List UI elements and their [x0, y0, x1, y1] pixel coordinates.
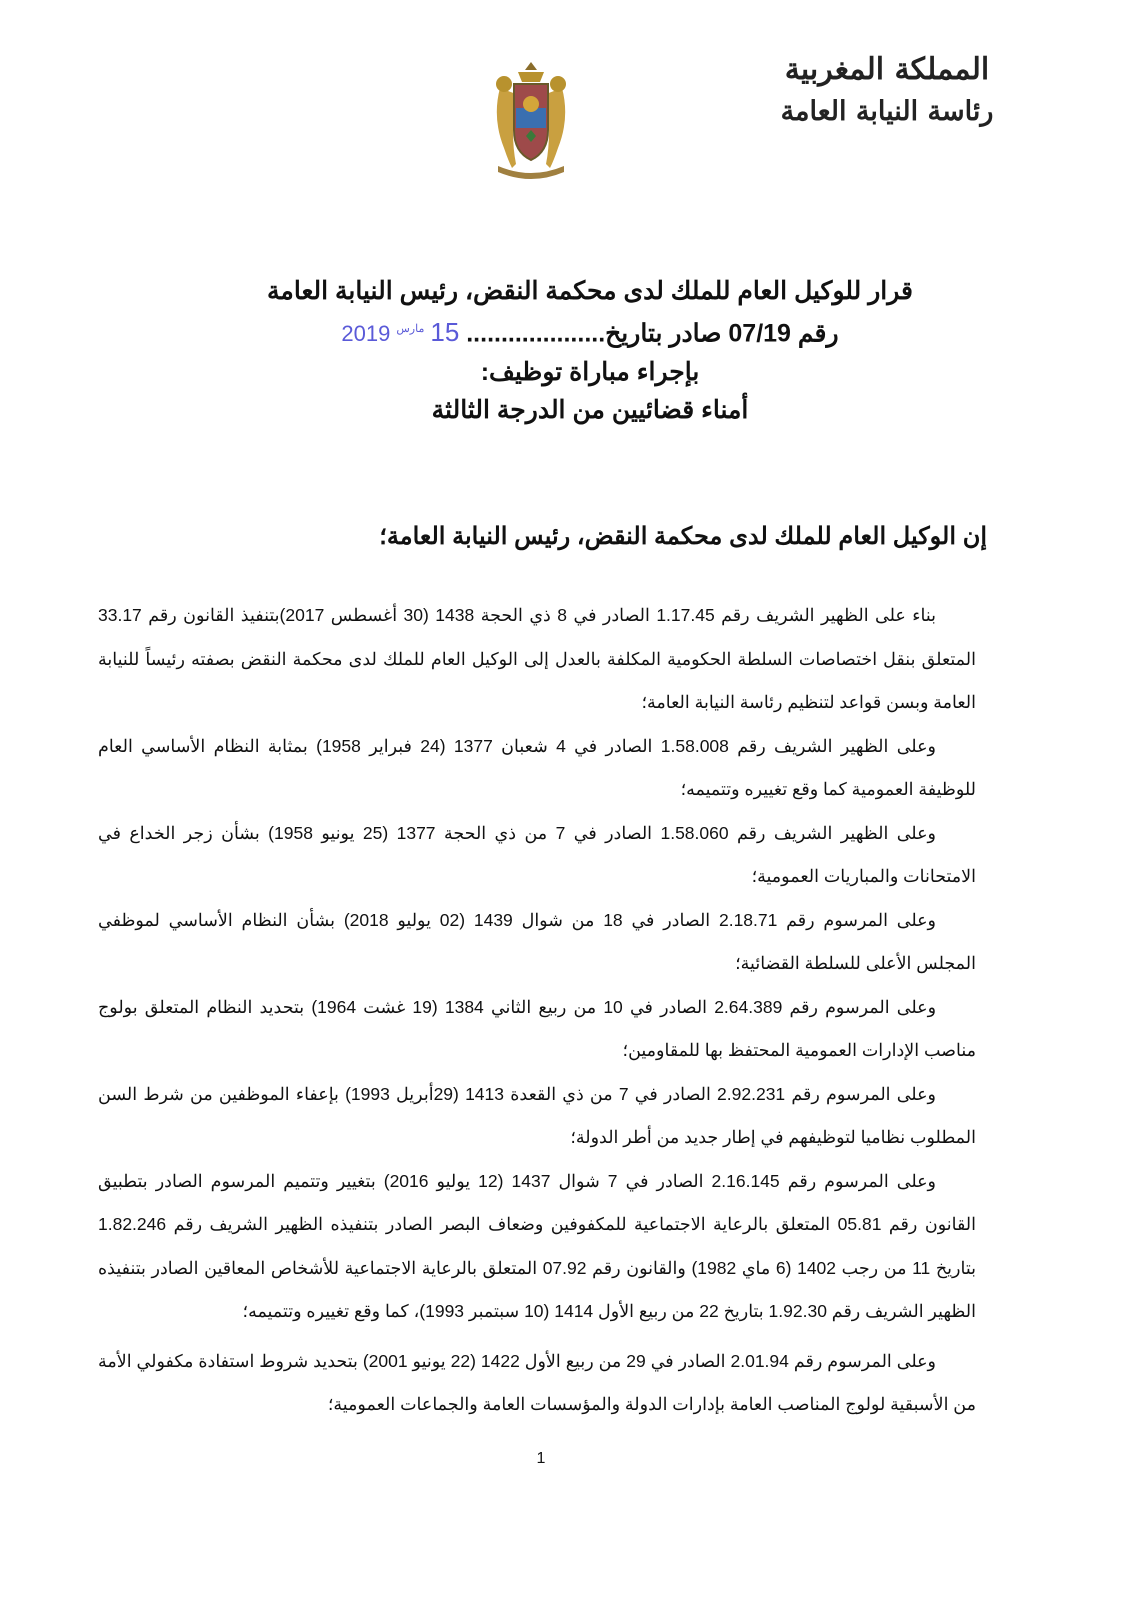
decision-number: رقم 07/19 صادر بتاريخ: [605, 319, 839, 348]
paragraph: وعلى المرسوم رقم 2.64.389 الصادر في 10 من ربيع الثاني 1384 (19 غشت 1964) بتحديد النظام المتعلق بولوج مناصب الإدارات العمومية المحتفظ بها للمقاومين؛: [98, 996, 976, 1060]
paragraph: بناء على الظهير الشريف رقم 1.17.45 الصادر في 8 ذي الحجة 1438 (30 أغسطس 2017)بتنفيذ القانون رقم 33.17 المتعلق بنقل اختصاصات السلطة الحكومية المكلفة بالعدل إلى الوكيل العام للملك لدى محكمة النقض بصفته رئيساً للنيابة العامة وبسن قواعد لتنظيم رئاسة النيابة العامة؛: [98, 605, 976, 712]
stamp-day: 15: [430, 317, 460, 348]
paragraph: وعلى المرسوم رقم 2.18.71 الصادر في 18 من شوال 1439 (02 يوليو 2018) بشأن النظام الأساسي لموظفي المجلس الأعلى للسلطة القضائية؛: [98, 909, 976, 973]
coat-of-arms-icon: [488, 58, 574, 182]
title-line-2: [230, 310, 950, 353]
title-line-1: قرار للوكيل العام للملك لدى محكمة النقض، رئيس النيابة العامة: [267, 277, 913, 305]
intro-heading: إن الوكيل العام للملك لدى محكمة النقض، رئيس النيابة العامة؛: [379, 523, 987, 550]
date-stamp: [341, 319, 459, 347]
paragraph: وعلى المرسوم رقم 2.92.231 الصادر في 7 من ذي القعدة 1413 (29أبريل 1993) بإعفاء الموظفين من شرط السن المطلوب نظاميا لتوظيفهم في إطار جديد من أطر الدولة؛: [98, 1083, 976, 1147]
decision-title: [230, 272, 950, 429]
institution-name: رئاسة النيابة العامة: [780, 96, 994, 127]
paragraph: وعلى الظهير الشريف رقم 1.58.060 الصادر في 7 من ذي الحجة 1377 (25 يونيو 1958) بشأن زجر الخداع في الامتحانات والمباريات العمومية؛: [98, 822, 976, 886]
date-dots: ....................: [466, 319, 606, 348]
document-body: [98, 594, 976, 1427]
kingdom-name: المملكة المغربية: [784, 52, 990, 87]
paragraph: وعلى المرسوم رقم 2.16.145 الصادر في 7 شوال 1437 (12 يوليو 2016) بتغيير وتتميم المرسوم الصادر بتطبيق القانون رقم 05.81 المتعلق بالرعاية الاجتماعية للمكفوفين وضعاف البصر الصادر بتنفيذه الظهير الشريف رقم 1.82.246 بتاريخ 11 من رجب 1402 (6 ماي 1982) والقانون رقم 07.92 المتعلق بالرعاية الاجتماعية للأشخاص المعاقين الصادر بتنفيذه الظهير الشريف رقم 1.92.30 بتاريخ 22 من ربيع الأول 1414 (10 سبتمبر 1993)، كما وقع تغييره وتتميمه؛: [98, 1170, 976, 1321]
stamp-year: 2019: [341, 321, 391, 347]
paragraph: وعلى المرسوم رقم 2.01.94 الصادر في 29 من ربيع الأول 1422 (22 يونيو 2001) بتحديد شروط استفادة مكفولي الأمة من الأسبقية لولوج المناصب العامة بإدارات الدولة والمؤسسات العامة والجماعات العمومية؛: [98, 1350, 976, 1414]
letterhead: [737, 48, 1037, 132]
title-line-4: أمناء قضائيين من الدرجة الثالثة: [431, 396, 749, 425]
title-line-3: بإجراء مباراة توظيف:: [480, 358, 700, 387]
page-number: 1: [536, 1450, 546, 1467]
paragraph: وعلى الظهير الشريف رقم 1.58.008 الصادر في 4 شعبان 1377 (24 فبراير 1958) بمثابة النظام الأساسي العام للوظيفة العمومية كما وقع تغييره وتتميمه؛: [98, 735, 976, 799]
stamp-month: مارس: [396, 323, 425, 335]
